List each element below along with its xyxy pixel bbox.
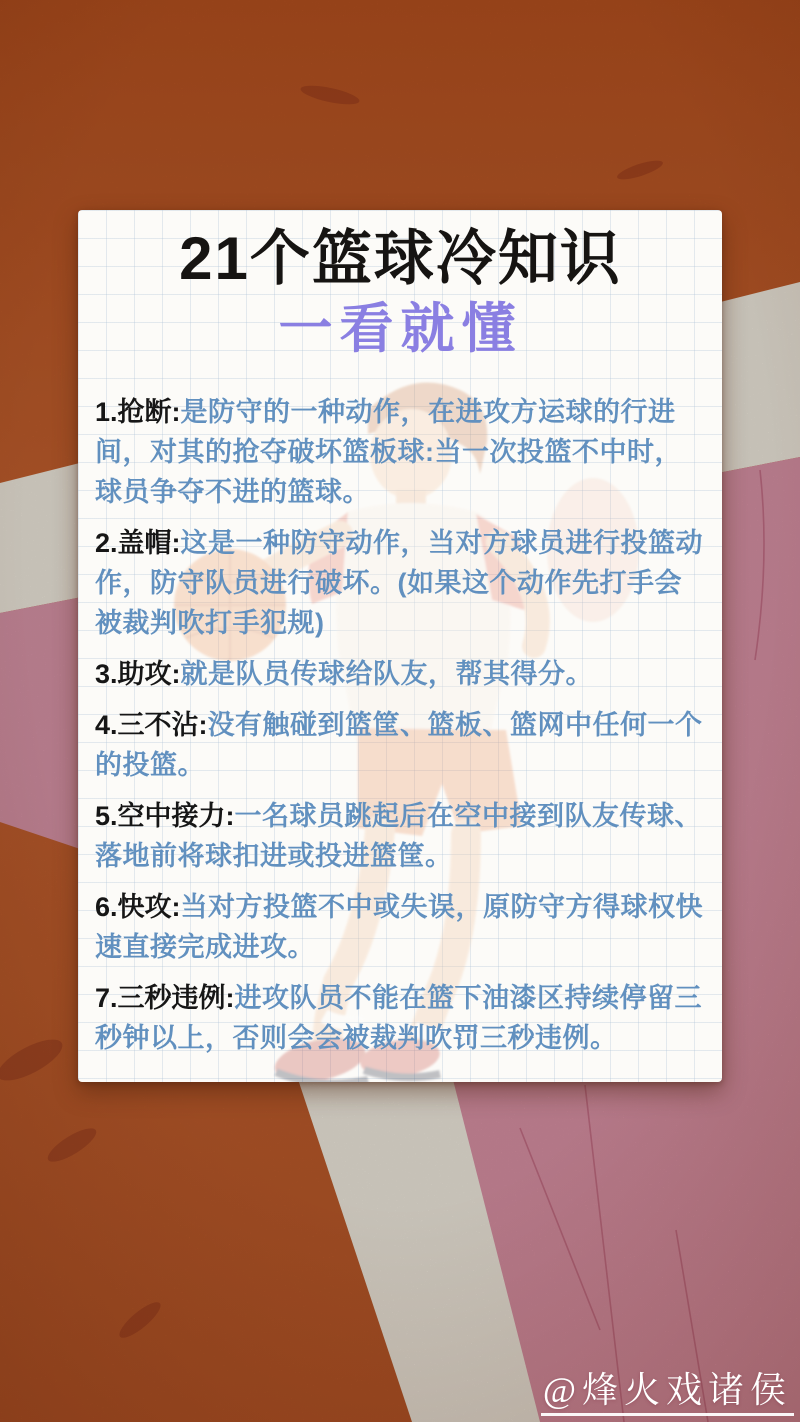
trivia-list [95, 392, 706, 1058]
trivia-term: 5.空中接力: [95, 801, 235, 831]
trivia-definition: 没有触碰到篮筐、篮板、篮网中任何一个的投篮。 [95, 710, 703, 780]
trivia-card [78, 210, 722, 1082]
trivia-term: 1.抢断: [95, 397, 181, 427]
trivia-item-1 [95, 392, 706, 512]
trivia-definition: 是防守的一种动作，在进攻方运球的行进间，对其的抢夺破坏篮板球:当一次投篮不中时，球员争夺不进的篮球。 [95, 397, 682, 507]
trivia-item-6 [95, 887, 706, 967]
trivia-item-3 [95, 654, 706, 694]
page-subtitle: 一看就懂 [278, 299, 523, 359]
trivia-item-5 [95, 796, 706, 876]
trivia-term: 7.三秒违例: [95, 983, 235, 1013]
card-content [78, 210, 722, 1058]
page-title: 21个篮球冷知识 [179, 225, 622, 292]
trivia-term: 3.助攻: [95, 659, 181, 689]
trivia-item-2 [95, 523, 706, 643]
trivia-item-7 [95, 978, 706, 1058]
trivia-term: 4.三不沾: [95, 710, 208, 740]
trivia-term: 6.快攻: [95, 892, 181, 922]
trivia-definition: 就是队员传球给队友，帮其得分。 [180, 659, 594, 689]
trivia-definition: 当对方投篮不中或失误，原防守方得球权快速直接完成进攻。 [95, 892, 704, 962]
trivia-item-4 [95, 705, 706, 785]
trivia-definition: 这是一种防守动作，当对方球员进行投篮动作，防守队员进行破坏。(如果这个动作先打手会被裁判吹打手犯规) [95, 528, 704, 638]
trivia-definition: 进攻队员不能在篮下油漆区持续停留三秒钟以上，否则会会被裁判吹罚三秒违例。 [95, 983, 703, 1053]
author-watermark: @烽火戏诸侯 [541, 1370, 794, 1416]
trivia-definition: 一名球员跳起后在空中接到队友传球、落地前将球扣进或投进篮筐。 [95, 801, 703, 871]
trivia-term: 2.盖帽: [95, 528, 181, 558]
